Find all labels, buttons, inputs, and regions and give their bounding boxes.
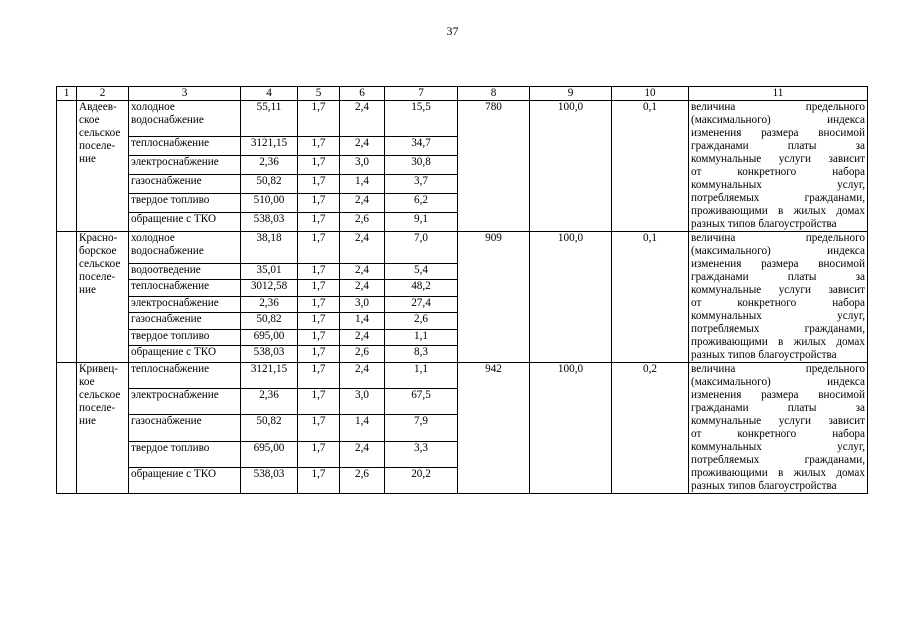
settlement-name-cell <box>77 363 129 494</box>
service-cell: газоснабжение <box>129 415 241 441</box>
header-cell: 8 <box>458 87 530 101</box>
settlement-name-line: поселе- <box>79 140 116 152</box>
note-line: разных типов благоустройства <box>691 218 837 230</box>
note-line: изменения размера вносимой <box>691 389 865 401</box>
value-cell-c6: 2,6 <box>340 346 385 363</box>
note-line: коммунальные услуги зависит <box>691 284 865 296</box>
note-line: гражданами платы за <box>691 140 865 152</box>
value-cell-c7: 48,2 <box>385 280 458 297</box>
table-row <box>57 232 868 264</box>
value-cell-c4: 3121,15 <box>241 363 298 389</box>
value-cell-c6: 3,0 <box>340 296 385 313</box>
value-cell-c7: 20,2 <box>385 467 458 493</box>
value-cell-c5: 1,7 <box>298 363 340 389</box>
value-cell-c5: 1,7 <box>298 389 340 415</box>
value-cell-c5: 1,7 <box>298 194 340 213</box>
value-cell-c7: 6,2 <box>385 194 458 213</box>
value-cell-c6: 2,4 <box>340 101 385 137</box>
value-cell-c6: 2,4 <box>340 329 385 346</box>
header-cell: 10 <box>612 87 689 101</box>
settlement-name-line: ское <box>79 114 100 126</box>
value-cell-c7: 34,7 <box>385 137 458 156</box>
value-cell-c7: 30,8 <box>385 156 458 175</box>
value-cell-c6: 2,4 <box>340 441 385 467</box>
service-cell: теплоснабжение <box>129 280 241 297</box>
note-line: изменения размера вносимой <box>691 127 865 139</box>
header-cell: 5 <box>298 87 340 101</box>
note-line: величина предельного <box>691 363 865 375</box>
value-cell-c6: 2,6 <box>340 213 385 232</box>
value-cell-c6: 2,6 <box>340 467 385 493</box>
note-line: проживающими в жилых домах <box>691 205 865 217</box>
settlement-name-line: сельское <box>79 127 121 139</box>
value-cell-c5: 1,7 <box>298 296 340 313</box>
value-cell-c6: 1,4 <box>340 415 385 441</box>
header-row <box>57 87 868 101</box>
note-line: проживающими в жилых домах <box>691 336 865 348</box>
value-cell-c5: 1,7 <box>298 232 340 264</box>
value-cell-c5: 1,7 <box>298 263 340 280</box>
table-body <box>57 87 868 494</box>
value-cell-c7: 7,9 <box>385 415 458 441</box>
settlement-name-line: поселе- <box>79 271 116 283</box>
settlement-name-line: Красно- <box>79 232 118 244</box>
value-cell-c5: 1,7 <box>298 329 340 346</box>
note-line: потребляемых гражданами, <box>691 323 865 335</box>
header-cell: 2 <box>77 87 129 101</box>
tariff-table <box>56 86 868 494</box>
value-cell-c7: 5,4 <box>385 263 458 280</box>
note-cell <box>689 363 868 494</box>
value-cell-c7: 9,1 <box>385 213 458 232</box>
settlement-name-line: борское <box>79 245 117 257</box>
value-cell-c6: 1,4 <box>340 313 385 330</box>
group-col8-cell: 909 <box>458 232 530 363</box>
value-cell-c7: 3,3 <box>385 441 458 467</box>
service-cell: газоснабжение <box>129 313 241 330</box>
value-cell-c5: 1,7 <box>298 175 340 194</box>
note-line: величина предельного <box>691 232 865 244</box>
service-cell: теплоснабжение <box>129 137 241 156</box>
header-cell: 9 <box>530 87 612 101</box>
value-cell-c7: 2,6 <box>385 313 458 330</box>
note-cell <box>689 101 868 232</box>
group-col9-cell: 100,0 <box>530 232 612 363</box>
value-cell-c7: 27,4 <box>385 296 458 313</box>
note-line: (максимального) индекса <box>691 245 865 257</box>
settlement-name-line: ние <box>79 284 96 296</box>
service-cell: обращение с ТКО <box>129 346 241 363</box>
note-line: коммунальные услуги зависит <box>691 415 865 427</box>
value-cell-c4: 38,18 <box>241 232 298 264</box>
note-line: проживающими в жилых домах <box>691 467 865 479</box>
value-cell-c5: 1,7 <box>298 441 340 467</box>
value-cell-c4: 695,00 <box>241 441 298 467</box>
note-line: от конкретного набора <box>691 297 865 309</box>
value-cell-c6: 2,4 <box>340 232 385 264</box>
service-cell: обращение с ТКО <box>129 467 241 493</box>
value-cell-c6: 1,4 <box>340 175 385 194</box>
note-line: от конкретного набора <box>691 428 865 440</box>
note-cell <box>689 232 868 363</box>
value-cell-c6: 2,4 <box>340 194 385 213</box>
settlement-name-line: Кривец- <box>79 363 118 375</box>
value-cell-c5: 1,7 <box>298 213 340 232</box>
group-col9-cell: 100,0 <box>530 101 612 232</box>
value-cell-c7: 1,1 <box>385 363 458 389</box>
note-line: гражданами платы за <box>691 402 865 414</box>
value-cell-c4: 55,11 <box>241 101 298 137</box>
note-line: величина предельного <box>691 101 865 113</box>
value-cell-c7: 7,0 <box>385 232 458 264</box>
value-cell-c5: 1,7 <box>298 280 340 297</box>
value-cell-c4: 50,82 <box>241 415 298 441</box>
service-cell: электроснабжение <box>129 389 241 415</box>
header-cell: 1 <box>57 87 77 101</box>
value-cell-c5: 1,7 <box>298 137 340 156</box>
note-line: коммунальных услуг, <box>691 310 865 322</box>
value-cell-c7: 67,5 <box>385 389 458 415</box>
value-cell-c5: 1,7 <box>298 156 340 175</box>
settlement-name-cell <box>77 101 129 232</box>
table-row <box>57 363 868 389</box>
settlement-name-line: кое <box>79 376 95 388</box>
service-cell: водоотведение <box>129 263 241 280</box>
page-number: 37 <box>446 24 459 38</box>
group-col10-cell: 0,2 <box>612 363 689 494</box>
note-line: потребляемых гражданами, <box>691 454 865 466</box>
value-cell-c4: 50,82 <box>241 313 298 330</box>
note-line: (максимального) индекса <box>691 114 865 126</box>
row-index-cell <box>57 101 77 232</box>
note-line: потребляемых гражданами, <box>691 192 865 204</box>
value-cell-c4: 50,82 <box>241 175 298 194</box>
row-index-cell <box>57 363 77 494</box>
settlement-name-line: поселе- <box>79 402 116 414</box>
service-cell: холодное водоснабжение <box>129 101 241 137</box>
service-cell: твердое топливо <box>129 441 241 467</box>
value-cell-c4: 538,03 <box>241 346 298 363</box>
service-cell: холодное водоснабжение <box>129 232 241 264</box>
group-col10-cell: 0,1 <box>612 101 689 232</box>
service-cell: газоснабжение <box>129 175 241 194</box>
value-cell-c5: 1,7 <box>298 313 340 330</box>
value-cell-c7: 15,5 <box>385 101 458 137</box>
service-cell: твердое топливо <box>129 194 241 213</box>
settlement-name-cell <box>77 232 129 363</box>
table-row <box>57 101 868 137</box>
note-line: (максимального) индекса <box>691 376 865 388</box>
value-cell-c5: 1,7 <box>298 101 340 137</box>
value-cell-c4: 2,36 <box>241 156 298 175</box>
service-cell: электроснабжение <box>129 156 241 175</box>
service-cell: обращение с ТКО <box>129 213 241 232</box>
note-line: разных типов благоустройства <box>691 349 837 361</box>
service-cell: теплоснабжение <box>129 363 241 389</box>
header-cell: 3 <box>129 87 241 101</box>
value-cell-c4: 3012,58 <box>241 280 298 297</box>
service-cell: электроснабжение <box>129 296 241 313</box>
value-cell-c5: 1,7 <box>298 467 340 493</box>
value-cell-c7: 8,3 <box>385 346 458 363</box>
value-cell-c6: 2,4 <box>340 137 385 156</box>
value-cell-c4: 35,01 <box>241 263 298 280</box>
note-line: разных типов благоустройства <box>691 480 837 492</box>
value-cell-c6: 2,4 <box>340 363 385 389</box>
header-cell: 11 <box>689 87 868 101</box>
value-cell-c6: 3,0 <box>340 389 385 415</box>
value-cell-c6: 3,0 <box>340 156 385 175</box>
value-cell-c7: 1,1 <box>385 329 458 346</box>
value-cell-c4: 3121,15 <box>241 137 298 156</box>
note-line: от конкретного набора <box>691 166 865 178</box>
row-index-cell <box>57 232 77 363</box>
settlement-name-line: сельское <box>79 389 121 401</box>
note-line: гражданами платы за <box>691 271 865 283</box>
value-cell-c4: 538,03 <box>241 467 298 493</box>
settlement-name-line: ние <box>79 153 96 165</box>
value-cell-c5: 1,7 <box>298 415 340 441</box>
group-col8-cell: 780 <box>458 101 530 232</box>
value-cell-c6: 2,4 <box>340 263 385 280</box>
note-line: коммунальных услуг, <box>691 179 865 191</box>
header-cell: 6 <box>340 87 385 101</box>
value-cell-c4: 2,36 <box>241 296 298 313</box>
value-cell-c4: 2,36 <box>241 389 298 415</box>
service-cell: твердое топливо <box>129 329 241 346</box>
note-line: изменения размера вносимой <box>691 258 865 270</box>
value-cell-c6: 2,4 <box>340 280 385 297</box>
group-col9-cell: 100,0 <box>530 363 612 494</box>
note-line: коммунальных услуг, <box>691 441 865 453</box>
value-cell-c4: 695,00 <box>241 329 298 346</box>
settlement-name-line: Авдеев- <box>79 101 117 113</box>
value-cell-c5: 1,7 <box>298 346 340 363</box>
header-cell: 4 <box>241 87 298 101</box>
settlement-name-line: сельское <box>79 258 121 270</box>
value-cell-c7: 3,7 <box>385 175 458 194</box>
value-cell-c4: 538,03 <box>241 213 298 232</box>
settlement-name-line: ние <box>79 415 96 427</box>
note-line: коммунальные услуги зависит <box>691 153 865 165</box>
group-col10-cell: 0,1 <box>612 232 689 363</box>
header-cell: 7 <box>385 87 458 101</box>
value-cell-c4: 510,00 <box>241 194 298 213</box>
group-col8-cell: 942 <box>458 363 530 494</box>
